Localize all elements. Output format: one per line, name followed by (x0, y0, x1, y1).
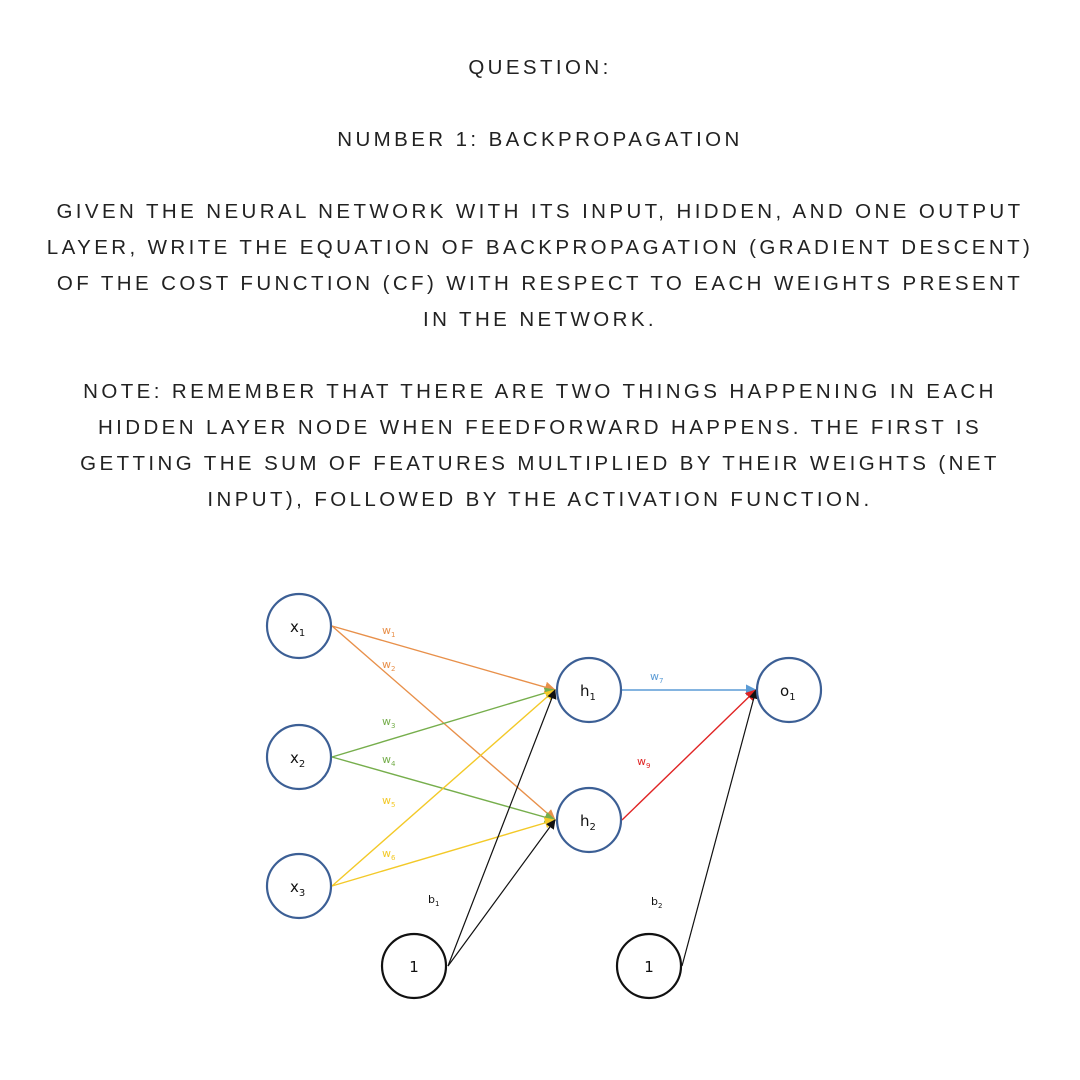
weight-label-w5: $w_5$ (382, 794, 396, 809)
edge-bias1-h1 (448, 690, 555, 966)
node-bias-1 (382, 934, 446, 998)
weight-label-w1: $w_1$ (382, 624, 396, 639)
weight-label-w9: $w_9$ (637, 755, 651, 770)
node-x2 (267, 725, 331, 789)
node-x3 (267, 854, 331, 918)
weight-label-w4: $w_4$ (382, 753, 396, 768)
svg-text:x1: $x_1$ (290, 618, 306, 639)
bias-label-b2: $b_2$ (651, 895, 663, 910)
svg-text:h2: $h_2$ (580, 812, 596, 833)
weight-label-w7: $w_7$ (650, 670, 664, 685)
svg-text:o1: $o_1$ (780, 682, 796, 703)
svg-text:h1: $h_1$ (580, 682, 596, 703)
edge-x3-h1 (332, 690, 555, 886)
edge-x1-h1 (332, 626, 555, 690)
question-subheading: NUMBER 1: BACKPROPAGATION (337, 128, 743, 151)
question-body: GIVEN THE NEURAL NETWORK WITH ITS INPUT, HIDDEN, AND ONE OUTPUT LAYER, WRITE THE EQUATION OF BACKPROPAGATION (GRADIENT DESCENT) OF THE COST FUNCTION (CF) WITH RESPECT TO EACH WEIGHTS PRESENT IN THE NETWORK. (46, 200, 1034, 331)
edge-bias2-o1 (682, 690, 756, 966)
edge-x3-h2 (332, 820, 555, 886)
svg-text:x2: $x_2$ (290, 749, 306, 770)
node-o1 (757, 658, 821, 722)
question-note: NOTE: REMEMBER THAT THERE ARE TWO THINGS HAPPENING IN EACH HIDDEN LAYER NODE WHEN FEEDFORWARD HAPPENS. THE FIRST IS GETTING THE SUM OF FEATURES MULTIPLIED BY THEIR WEIGHTS (NET INPUT), FOLLOWED BY THE ACTIVATION FUNCTION. (80, 380, 1000, 511)
svg-text:1: 1 (409, 958, 419, 976)
weight-label-w2: $w_2$ (382, 658, 396, 673)
edge-x2-h1 (332, 690, 555, 757)
question-heading: QUESTION: (468, 56, 612, 79)
bias-label-b1: $b_1$ (428, 893, 440, 908)
node-x1 (267, 594, 331, 658)
node-h2 (557, 788, 621, 852)
svg-text:x3: $x_3$ (290, 878, 306, 899)
node-bias-2 (617, 934, 681, 998)
weight-label-w6: $w_6$ (382, 847, 396, 862)
node-h1 (557, 658, 621, 722)
weight-label-w3: $w_3$ (382, 715, 396, 730)
edge-bias1-h2 (448, 820, 555, 966)
svg-text:1: 1 (644, 958, 654, 976)
